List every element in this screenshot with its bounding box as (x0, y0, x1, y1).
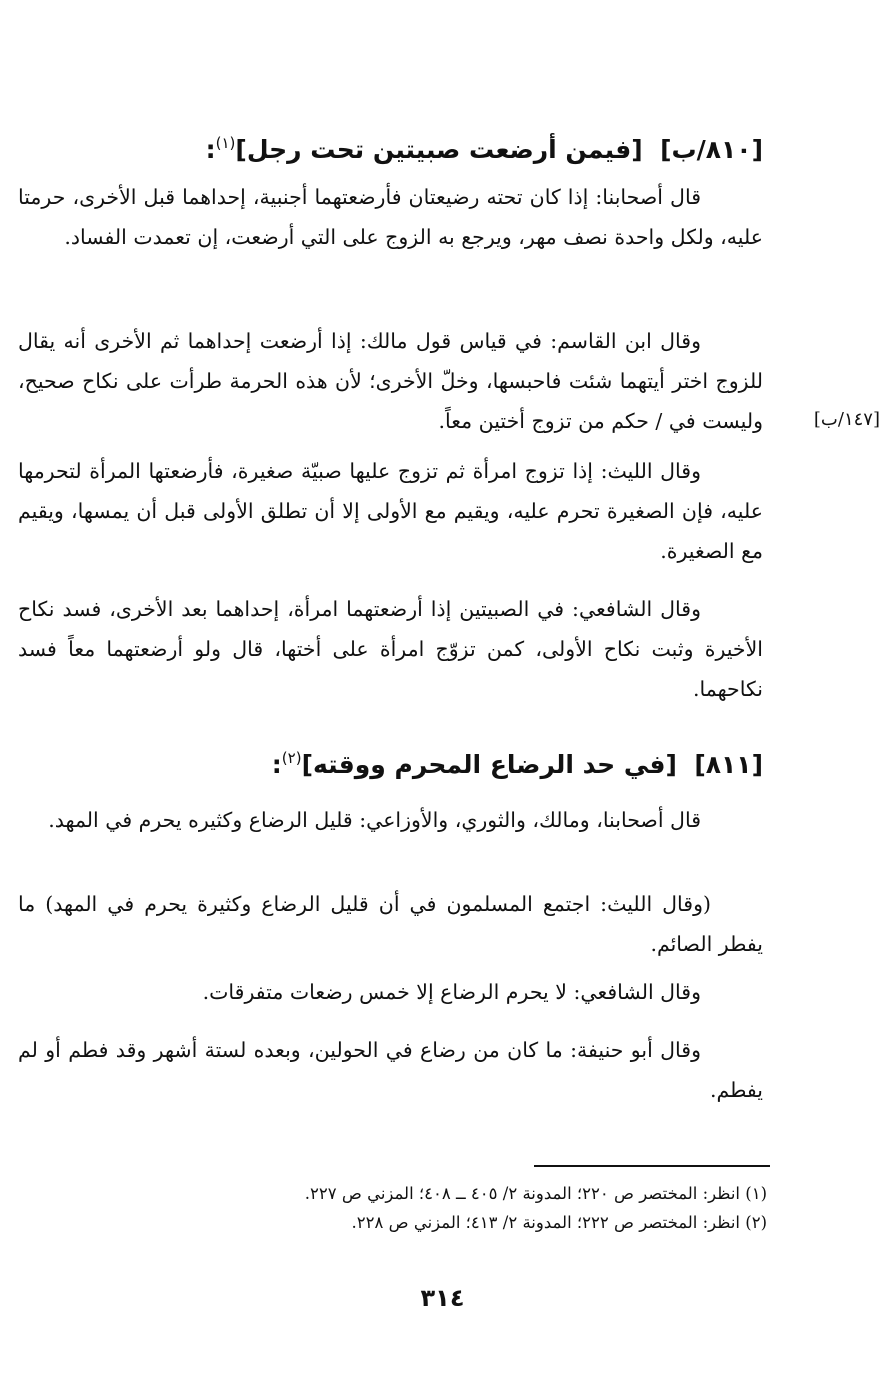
section-number: [٨١١] (694, 750, 763, 779)
footnote-2: (٢) انظر: المختصر ص ٢٢٢؛ المدونة ٢/ ٤١٣؛ المزني ص ٢٢٨. (351, 1213, 767, 1232)
paragraph: وقال الشافعي: في الصبيتين إذا أرضعتهما امرأة، إحداهما بعد الأخرى، فسد نكاح الأخيرة وثبت نكاح الأولى، كمن تزوّج امرأة على أختها، قال ولو أرضعتهما معاً فسد نكاحهما. (18, 597, 763, 701)
paragraph: قال أصحابنا، ومالك، والثوري، والأوزاعي: قليل الرضاع وكثيره يحرم في المهد. (48, 808, 701, 832)
section-title: [في حد الرضاع المحرم ووقته] (301, 750, 677, 779)
heading-colon: : (205, 135, 216, 164)
footnote-ref[interactable]: (٢) (281, 749, 302, 767)
footnote-divider (534, 1165, 770, 1167)
margin-folio-note: [١٤٧/ب] (813, 409, 880, 430)
paragraph: (وقال الليث: اجتمع المسلمون في أن قليل الرضاع وكثيرة يحرم في المهد) ما يفطر الصائم. (18, 892, 763, 956)
paragraph: وقال الليث: إذا تزوج امرأة ثم تزوج عليها صبيّة صغيرة، فأرضعتها المرأة لتحرمها عليه، فإن الصغيرة تحرم عليه، ويقيم مع الأولى إلا أن تطلق الأولى قبل أن يمسها، ويقيم مع الصغيرة. (18, 459, 763, 563)
heading-colon: : (271, 750, 282, 779)
section-number: [٨١٠/ب] (660, 135, 763, 164)
paragraph: وقال ابن القاسم: في قياس قول مالك: إذا أرضعت إحداهما ثم الأخرى أنه يقال للزوج اختر أيتهما شئت فاحبسها، وخلّ الأخرى؛ لأن هذه الحرمة طرأت على نكاح صحيح، وليست في / حكم من تزوج أختين معاً. (18, 329, 763, 433)
section-heading-810 (43, 125, 763, 168)
section-title: [فيمن أرضعت صبيتين تحت رجل] (235, 135, 643, 164)
paragraph: قال أصحابنا: إذا كان تحته رضيعتان فأرضعتهما أجنبية، إحداهما قبل الأخرى، حرمتا عليه، ولكل واحدة نصف مهر، ويرجع به الزوج على التي أرضعت، إن تعمدت الفساد. (18, 185, 763, 249)
footnote-1: (١) انظر: المختصر ص ٢٢٠؛ المدونة ٢/ ٤٠٥ ــ ٤٠٨؛ المزني ص ٢٢٧. (304, 1184, 767, 1203)
paragraph: وقال أبو حنيفة: ما كان من رضاع في الحولين، وبعده لستة أشهر وقد فطم أو لم يفطم. (18, 1038, 763, 1102)
page-number: ٣١٤ (420, 1284, 465, 1312)
footnote-ref[interactable]: (١) (215, 134, 236, 152)
paragraph: وقال الشافعي: لا يحرم الرضاع إلا خمس رضعات متفرقات. (202, 980, 701, 1004)
section-heading-811 (43, 740, 763, 783)
